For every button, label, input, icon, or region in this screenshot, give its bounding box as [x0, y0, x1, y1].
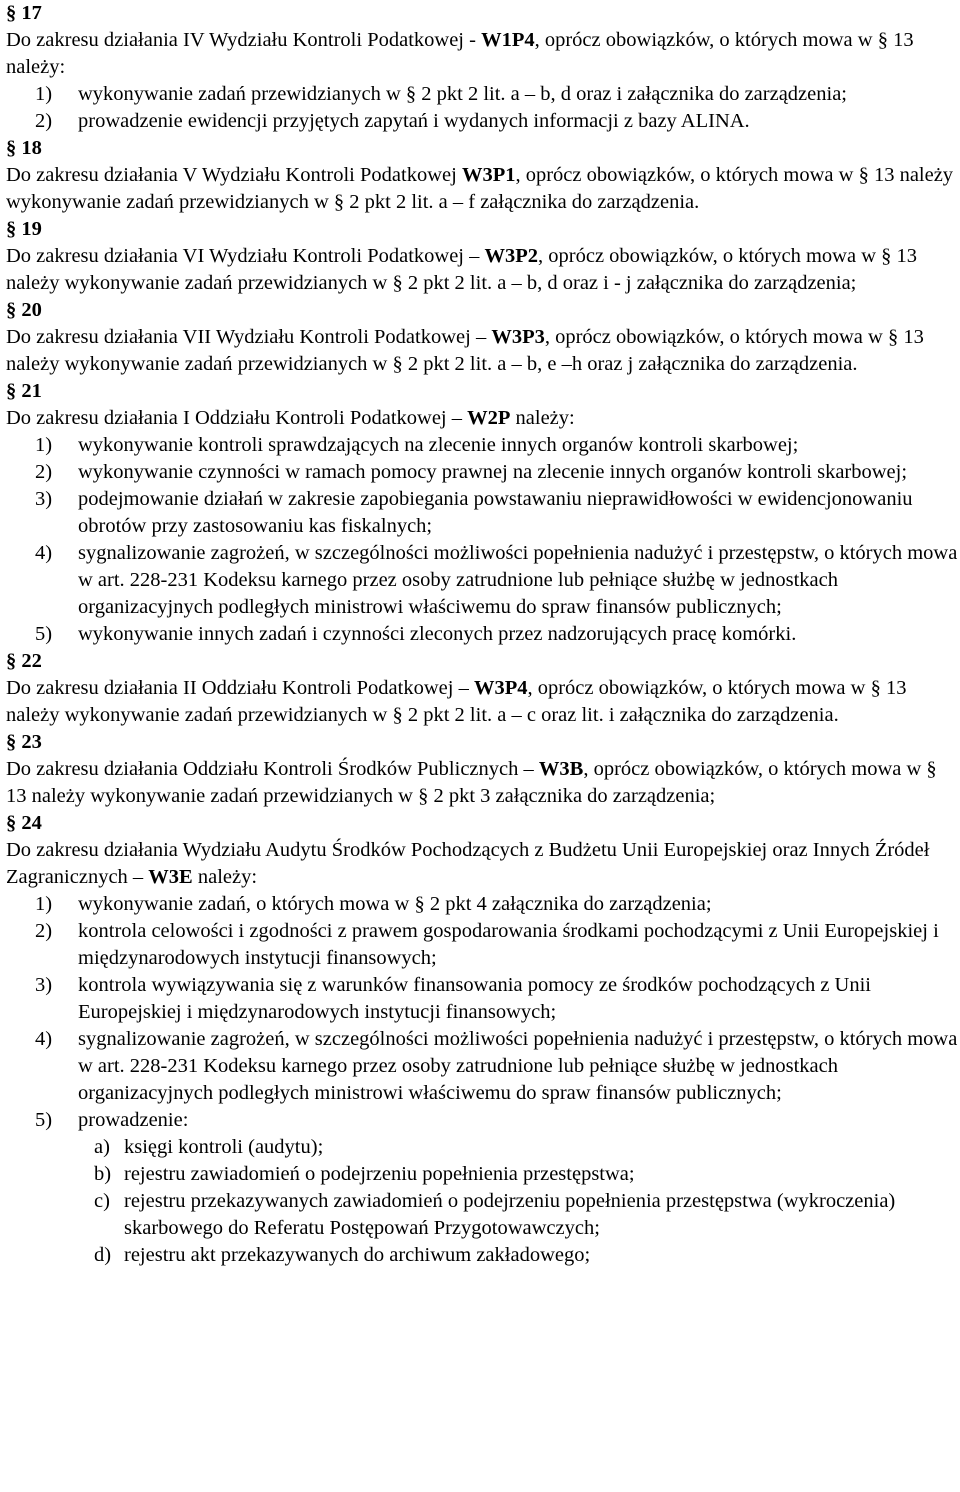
section-20 [6, 297, 958, 378]
section-intro: Do zakresu działania I Oddziału Kontroli Podatkowej – W2P należy: [6, 407, 575, 429]
section-intro: Do zakresu działania Oddziału Kontroli Środków Publicznych – W3B, oprócz obowiązków, o których mowa w § 13 należy wykonywanie zadań przewidzianych w § 2 pkt 3 załącznika do zarządzenia; [6, 758, 937, 807]
unit-code: W3P1 [461, 164, 516, 186]
sub-list-item: d) rejestru akt przekazywanych do archiwum zakładowego; [94, 1244, 591, 1266]
section-21 [6, 378, 958, 648]
list-item: 2) kontrola celowości i zgodności z prawem gospodarowania środkami pochodzącymi z Unii Europejskiej i międzynarodowych instytucji finansowych; [35, 920, 939, 969]
section-18 [6, 135, 958, 216]
list-item: 2) prowadzenie ewidencji przyjętych zapytań i wydanych informacji z bazy ALINA. [35, 110, 750, 132]
section-number: § 23 [6, 731, 42, 753]
section-17 [6, 0, 958, 135]
unit-code: W2P [467, 407, 511, 429]
sub-list-item: b) rejestru zawiadomień o podejrzeniu popełnienia przestępstwa; [94, 1163, 635, 1185]
list-item: 3) podejmowanie działań w zakresie zapobiegania powstawaniu nieprawidłowości w ewidencjonowaniu obrotów przy zastosowaniu kas fiskalnych; [35, 488, 913, 537]
list-item: 1) wykonywanie zadań przewidzianych w § 2 pkt 2 lit. a – b, d oraz i załącznika do zarządzenia; [35, 83, 847, 105]
unit-code: W3E [148, 866, 193, 888]
unit-code: W3B [538, 758, 584, 780]
section-19 [6, 216, 958, 297]
section-number: § 19 [6, 218, 42, 240]
section-number: § 24 [6, 812, 42, 834]
unit-code: W1P4 [481, 29, 535, 51]
list-item: 4) sygnalizowanie zagrożeń, w szczególności możliwości popełnienia nadużyć i przestępstw, o których mowa w art. 228-231 Kodeksu karnego przez osoby zatrudnione lub pełniące służbę w jednostkach organizacyjnych podległych ministrowi właściwemu do spraw finansów publicznych; [35, 542, 958, 618]
section-number: § 17 [6, 2, 42, 24]
list-item: 1) wykonywanie kontroli sprawdzających na zlecenie innych organów kontroli skarbowej; [35, 434, 799, 456]
section-intro: Do zakresu działania VII Wydziału Kontroli Podatkowej – W3P3, oprócz obowiązków, o których mowa w § 13 należy wykonywanie zadań przewidzianych w § 2 pkt 2 lit. a – b, e –h oraz j załącznika do zarządzenia. [6, 326, 924, 375]
section-24 [6, 810, 958, 1269]
unit-code: W3P3 [491, 326, 545, 348]
section-intro: Do zakresu działania IV Wydziału Kontroli Podatkowej - W1P4, oprócz obowiązków, o których mowa w § 13 należy: [6, 29, 914, 78]
list-item: 5) wykonywanie innych zadań i czynności zleconych przez nadzorujących pracę komórki. [35, 623, 797, 645]
section-intro: Do zakresu działania II Oddziału Kontroli Podatkowej – W3P4, oprócz obowiązków, o których mowa w § 13 należy wykonywanie zadań przewidzianych w § 2 pkt 2 lit. a – c oraz lit. i załącznika do zarządzenia. [6, 677, 907, 726]
unit-code: W3P4 [473, 677, 528, 699]
list-item: 1) wykonywanie zadań, o których mowa w § 2 pkt 4 załącznika do zarządzenia; [35, 893, 712, 915]
section-23 [6, 729, 958, 810]
list-item: 3) kontrola wywiązywania się z warunków finansowania pomocy ze środków pochodzących z Unii Europejskiej i międzynarodowych instytucji finansowych; [35, 974, 871, 1023]
section-intro: Do zakresu działania Wydziału Audytu Środków Pochodzących z Budżetu Unii Europejskiej oraz Innych Źródeł Zagranicznych – W3E należy: [6, 839, 930, 888]
list-item: 2) wykonywanie czynności w ramach pomocy prawnej na zlecenie innych organów kontroli skarbowej; [35, 461, 908, 483]
unit-code: W3P2 [484, 245, 539, 267]
section-22 [6, 648, 958, 729]
section-number: § 20 [6, 299, 42, 321]
section-number: § 21 [6, 380, 42, 402]
list-item: 5) prowadzenie: [35, 1109, 189, 1131]
section-number: § 22 [6, 650, 42, 672]
section-intro: Do zakresu działania V Wydziału Kontroli Podatkowej W3P1, oprócz obowiązków, o których mowa w § 13 należy wykonywanie zadań przewidzianych w § 2 pkt 2 lit. a – f załącznika do zarządzenia. [6, 164, 954, 213]
section-intro: Do zakresu działania VI Wydziału Kontroli Podatkowej – W3P2, oprócz obowiązków, o których mowa w § 13 należy wykonywanie zadań przewidzianych w § 2 pkt 2 lit. a – b, d oraz i - j załącznika do zarządzenia; [6, 245, 918, 294]
section-number: § 18 [6, 137, 42, 159]
sub-list-item: c) rejestru przekazywanych zawiadomień o podejrzeniu popełnienia przestępstwa (wykroczenia) skarbowego do Referatu Postępowań Przygotowawczych; [94, 1190, 896, 1239]
list-item: 4) sygnalizowanie zagrożeń, w szczególności możliwości popełnienia nadużyć i przestępstw, o których mowa w art. 228-231 Kodeksu karnego przez osoby zatrudnione lub pełniące służbę w jednostkach organizacyjnych podległych ministrowi właściwemu do spraw finansów publicznych; [35, 1028, 958, 1104]
sub-list-item: a) księgi kontroli (audytu); [94, 1136, 324, 1158]
